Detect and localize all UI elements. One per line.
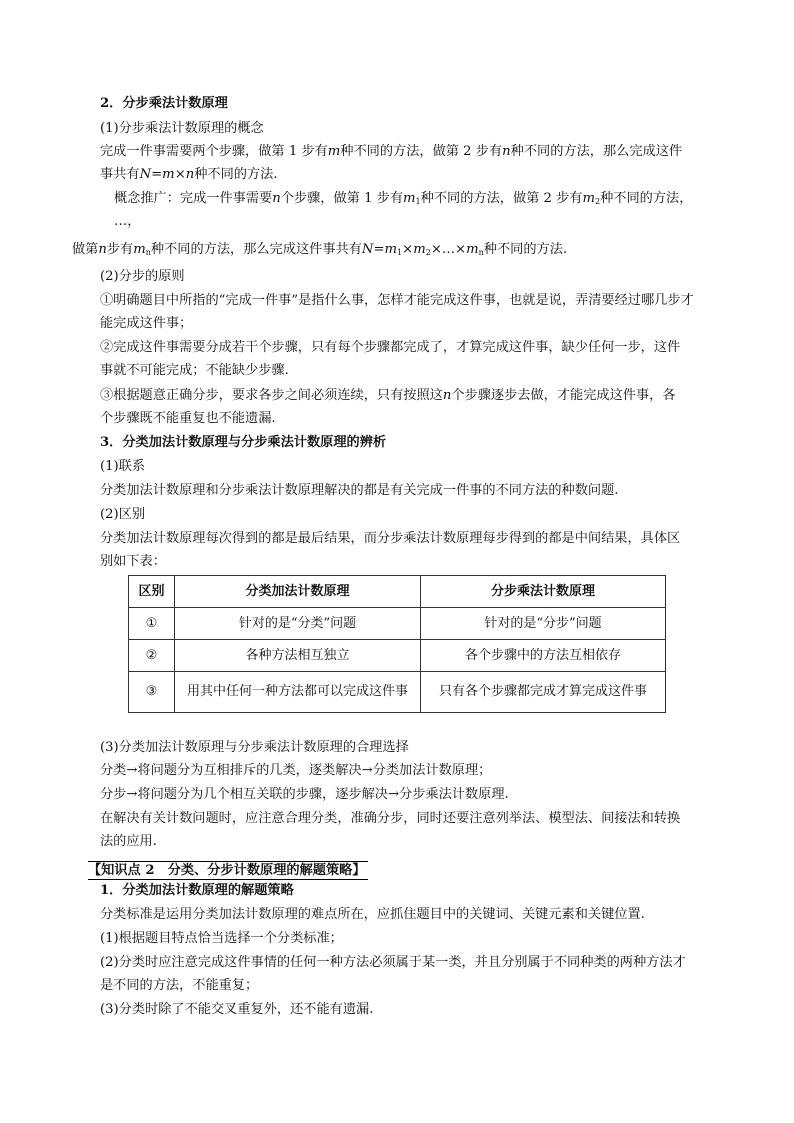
math-subscript: 1 [397,248,403,257]
math-var: m [133,242,146,257]
section-2-subheading-2: (2)分步的原则 [100,269,185,284]
table-header-row [129,576,666,608]
math-var: n [272,191,281,206]
table-cell: ① [129,608,175,640]
math-subscript: 2 [595,197,601,206]
text-span: 步有 [106,242,134,257]
math-var: m [582,191,595,206]
text-span: 完成一件事需要两个步骤，做第 1 步有 [100,144,328,159]
text-span: 概念推广：完成一件事需要 [114,191,273,206]
table-cell: 针对的是“分类”问题 [175,608,421,640]
table-cell: 用其中任何一种方法都可以完成这件事 [175,672,421,713]
math-var: n [98,242,107,257]
math-op: × [402,242,414,257]
paragraph-line: 分类加法计数原理和分步乘法计数原理解决的都是有关完成一件事的不同方法的种数问题. [100,483,619,498]
paragraph-line: 分类标准是运用分类加法计数原理的难点所在，应抓住题目中的关键词、关键元素和关键位置. [100,907,645,922]
text-span: 种不同的方法， [600,191,693,206]
paragraph-line: (3)分类时除了不能交叉重复外，还不能有遗漏. [100,1002,374,1017]
math-subscript: n [478,248,484,257]
paragraph-line: 事就不可能完成；不能缺少步骤. [100,363,289,378]
math-var: n [442,388,452,403]
math-var: n [502,144,511,159]
paragraph-line [72,243,567,257]
paragraph-line: ②完成这件事需要分成若干个步骤，只有每个步骤都完成了，才算完成这件事，缺少任何一步，这件 [100,340,681,355]
paragraph-line: 别如下表： [100,554,166,569]
table-header-cell: 分步乘法计数原理 [421,576,666,608]
text-span: 种不同的方法. [194,167,278,182]
math-op: × [174,167,186,182]
math-var: m [384,242,398,257]
math-op: = [373,242,385,257]
math-op: = [151,167,163,182]
section-3-subheading-1: (1)联系 [100,459,146,474]
section-3-heading: 3．分类加法计数原理与分步乘法计数原理的辨析 [100,435,387,450]
paragraph-line [100,389,676,402]
table-cell: 针对的是“分步”问题 [421,608,666,640]
section-3-subheading-3: (3)分类加法计数原理与分步乘法计数原理的合理选择 [100,740,409,755]
text-span: 事共有 [100,167,140,182]
paragraph-line: (1)根据题目特点恰当选择一个分类标准； [100,931,343,946]
paragraph-line: 个步骤既不能重复也不能遗漏. [100,411,276,426]
paragraph-line [100,168,278,181]
math-var: m [162,167,175,182]
text-span: 种不同的方法，那么完成这件事共有 [150,242,362,257]
table-cell: ② [129,640,175,672]
text-span: 种不同的方法，做第 2 步有 [420,191,583,206]
table-row [129,640,666,672]
table-cell: 只有各个步骤都完成才算完成这件事 [421,672,666,713]
math-subscript: n [145,248,151,257]
text-span: 做第 [72,242,99,257]
math-var: N [139,167,152,182]
math-subscript: 2 [425,248,431,257]
section-2-heading: 2．分步乘法计数原理 [100,96,228,111]
paragraph-line [114,192,692,206]
text-span: 种不同的方法. [483,242,568,257]
table-cell: 各个步骤中的方法互相依存 [421,640,666,672]
math-var: N [361,242,374,257]
section-2-subheading-1: (1)分步乘法计数原理的概念 [100,121,264,136]
knowledge-point-2-heading: 1．分类加法计数原理的解题策略 [100,883,294,898]
text-span: ③根据题意正确分步，要求各步之间必须连续，只有按照这 [100,388,443,403]
text-span: 种不同的方法，那么完成这件 [510,144,683,159]
math-var: m [403,191,416,206]
table-header-cell: 区别 [129,576,175,608]
text-span: 种不同的方法，做第 2 步有 [340,144,503,159]
paragraph-line [100,145,682,158]
text-span: 个步骤，做第 1 步有 [280,191,404,206]
math-var: m [327,144,341,159]
table-cell: ③ [129,672,175,713]
paragraph-line: 分步→将问题分为几个相互关联的步骤，逐步解决→分步乘法计数原理. [100,787,509,802]
paragraph-line: (2)分类时应注意完成这件事情的任何一种方法必须属于某一类，并且分别属于不同种类的两种方法才 [100,955,686,970]
math-var: m [466,242,479,257]
text-span: 个步骤逐步去做，才能完成这件事，各 [451,388,676,403]
table-cell: 各种方法相互独立 [175,640,421,672]
comparison-table [128,575,666,713]
paragraph-line: 能完成这件事； [100,316,193,331]
paragraph-line: ①明确题目中所指的“完成一件事”是指什么事，怎样才能完成这件事，也就是说，弄清要经过哪几步才 [100,293,694,308]
math-subscript: 1 [415,197,421,206]
paragraph-line: …， [114,214,141,229]
paragraph-line: 在解决有关计数问题时，应注意合理分类，准确分步，同时还要注意列举法、模型法、间接法和转换 [100,811,681,826]
table-row [129,608,666,640]
paragraph-line: 分类加法计数原理每次得到的都是最后结果，而分步乘法计数原理每步得到的都是中间结果，具体区 [100,531,681,546]
knowledge-point-label: 【知识点 2 分类、分步计数原理的解题策略】 [88,863,366,878]
paragraph-line: 分类→将问题分为互相排斥的几类，逐类解决→分类加法计数原理； [100,763,492,778]
math-var: m [413,242,426,257]
section-3-subheading-2: (2)区别 [100,507,146,522]
math-var: n [185,167,195,182]
paragraph-line: 法的应用. [100,834,157,849]
paragraph-line: 是不同的方法，不能重复； [100,978,259,993]
math-op: ×…× [430,242,467,257]
table-header-cell: 分类加法计数原理 [175,576,421,608]
table-row [129,672,666,713]
